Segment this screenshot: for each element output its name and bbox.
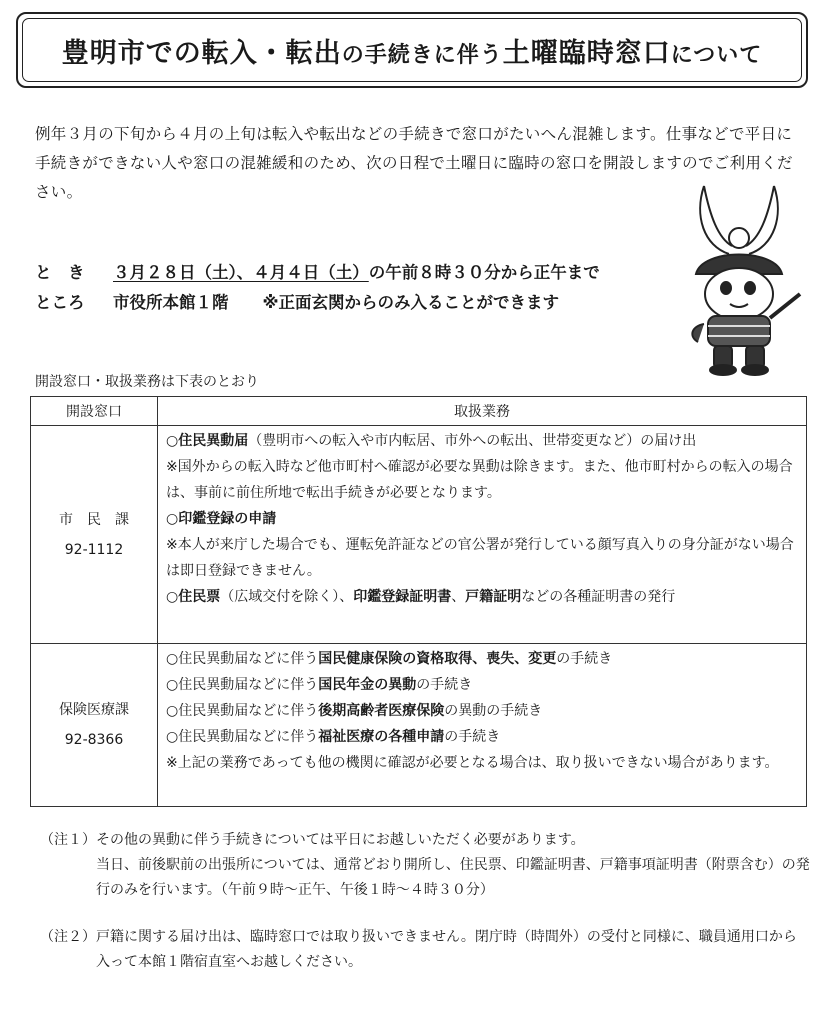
service-text: （豊明市への転入や市内転居、市外への転出、世帯変更など）の届け出 [248,433,697,449]
department-name: 保険医療課 [59,702,129,718]
note-1 [40,828,810,853]
service-emphasis: 印鑑登録証明書 [353,589,452,605]
service-emphasis: 住民票 [178,589,221,605]
service-text: ○住民異動届などに伴う [166,651,319,667]
samurai-mascot-icon [674,176,804,376]
title-inner-frame [22,18,802,82]
service-text: などの各種証明書の発行 [521,589,676,605]
table-header-row [31,397,807,426]
bullet: ○ [166,511,179,527]
note-tag: （注２） [40,929,96,945]
note-gap [40,903,810,925]
service-line [166,584,800,610]
column-header: 開設窓口 [31,397,158,426]
service-text: の手続き [444,729,501,745]
service-text: ○住民異動届などに伴う [166,729,319,745]
services-cell [158,644,807,807]
table-caption: 開設窓口・取扱業務は下表のとおり [35,374,259,390]
service-note: ※上記の業務であっても他の機関に確認が必要となる場合は、取り扱いできない場合があります。 [166,755,779,771]
intro-paragraph: 例年３月の下旬から４月の上旬は転入や転出などの手続きで窓口がたいへん混雑します。仕事などで平日に手続きができない人や窓口の混雑緩和のため、次の日程で土曜日に臨時の窓口を開設しますのでご利用ください。 [35,125,793,201]
table-row [31,426,807,644]
service-text: （広域交付を除く）、 [220,589,354,605]
service-text: の手続き [556,651,613,667]
where-line [35,288,600,318]
when-dates: ３月２８日（土）、４月４日（土） [113,263,369,282]
title-part: 豊明市での転入・転出 [61,37,342,69]
note-2-body: 戸籍に関する届け出は、臨時窓口では取り扱いできません。閉庁時（時間外）の受付と同様に、職員通用口から入って本館１階宿直室へお越しください。 [96,929,797,970]
department-name: 市 民 課 [59,511,129,528]
service-emphasis: 戸籍証明 [465,589,522,605]
note-tag: （注１） [40,832,96,848]
note-1-head: その他の異動に伴う手続きについては平日にお越しいただく必要があります。 [96,832,585,848]
where-place: 市役所本館１階 [113,293,229,312]
service-text: の異動の手続き [444,703,543,719]
note-1-body: 当日、前後駅前の出張所については、通常どおり開所し、住民票、印鑑証明書、戸籍事項証明書（附票含む）の発行のみを行います。（午前９時～正午、午後１時～４時３０分） [96,857,810,898]
service-line [166,672,800,698]
service-note: ※本人が来庁した場合でも、運転免許証などの官公署が発行している顔写真入りの身分証がない場合は即日登録できません。 [166,537,794,579]
title-part: の手続きに伴う [341,42,503,68]
service-note: ※国外からの転入時など他市町村へ確認が必要な異動は除きます。また、他市町村からの転入の場合は、事前に前住所地で転出手続きが必要となります。 [166,459,793,501]
service-line [166,698,800,724]
schedule-block [35,258,600,318]
table-row [31,644,807,807]
service-text: 、 [451,589,466,605]
title-part: 土曜臨時窓口 [502,37,671,69]
service-line [166,724,800,750]
title-frame [16,12,808,88]
bullet: ○ [166,433,179,449]
note-2 [40,925,810,975]
service-emphasis: 福祉医療の各種申請 [318,729,445,745]
service-emphasis: 後期高齢者医療保険 [318,703,445,719]
column-header: 取扱業務 [158,397,807,426]
bullet: ○ [166,589,179,605]
service-line [166,428,800,454]
page-title [62,31,763,70]
department-phone: 92-1112 [64,541,124,558]
when-line [35,258,600,288]
service-emphasis: 印鑑登録の申請 [178,511,277,527]
notes-block [40,828,810,975]
where-note: ※正面玄関からのみ入ることができます [262,293,560,312]
when-label: と き [35,263,85,282]
department-cell [31,426,158,644]
department-phone: 92-8366 [64,732,124,748]
title-part: について [670,42,763,68]
service-text: ○住民異動届などに伴う [166,677,319,693]
service-text: の手続き [416,677,473,693]
service-line [166,506,800,532]
services-cell [158,426,807,644]
service-emphasis: 国民健康保険の資格取得、喪失、変更 [318,651,557,667]
department-cell [31,644,158,807]
service-table [30,396,807,807]
where-label: ところ [35,293,85,312]
when-time: の午前８時３０分から正午まで [368,263,600,282]
service-line [166,646,800,672]
service-emphasis: 住民異動届 [178,433,249,449]
service-text: ○住民異動届などに伴う [166,703,319,719]
service-emphasis: 国民年金の異動 [318,677,417,693]
